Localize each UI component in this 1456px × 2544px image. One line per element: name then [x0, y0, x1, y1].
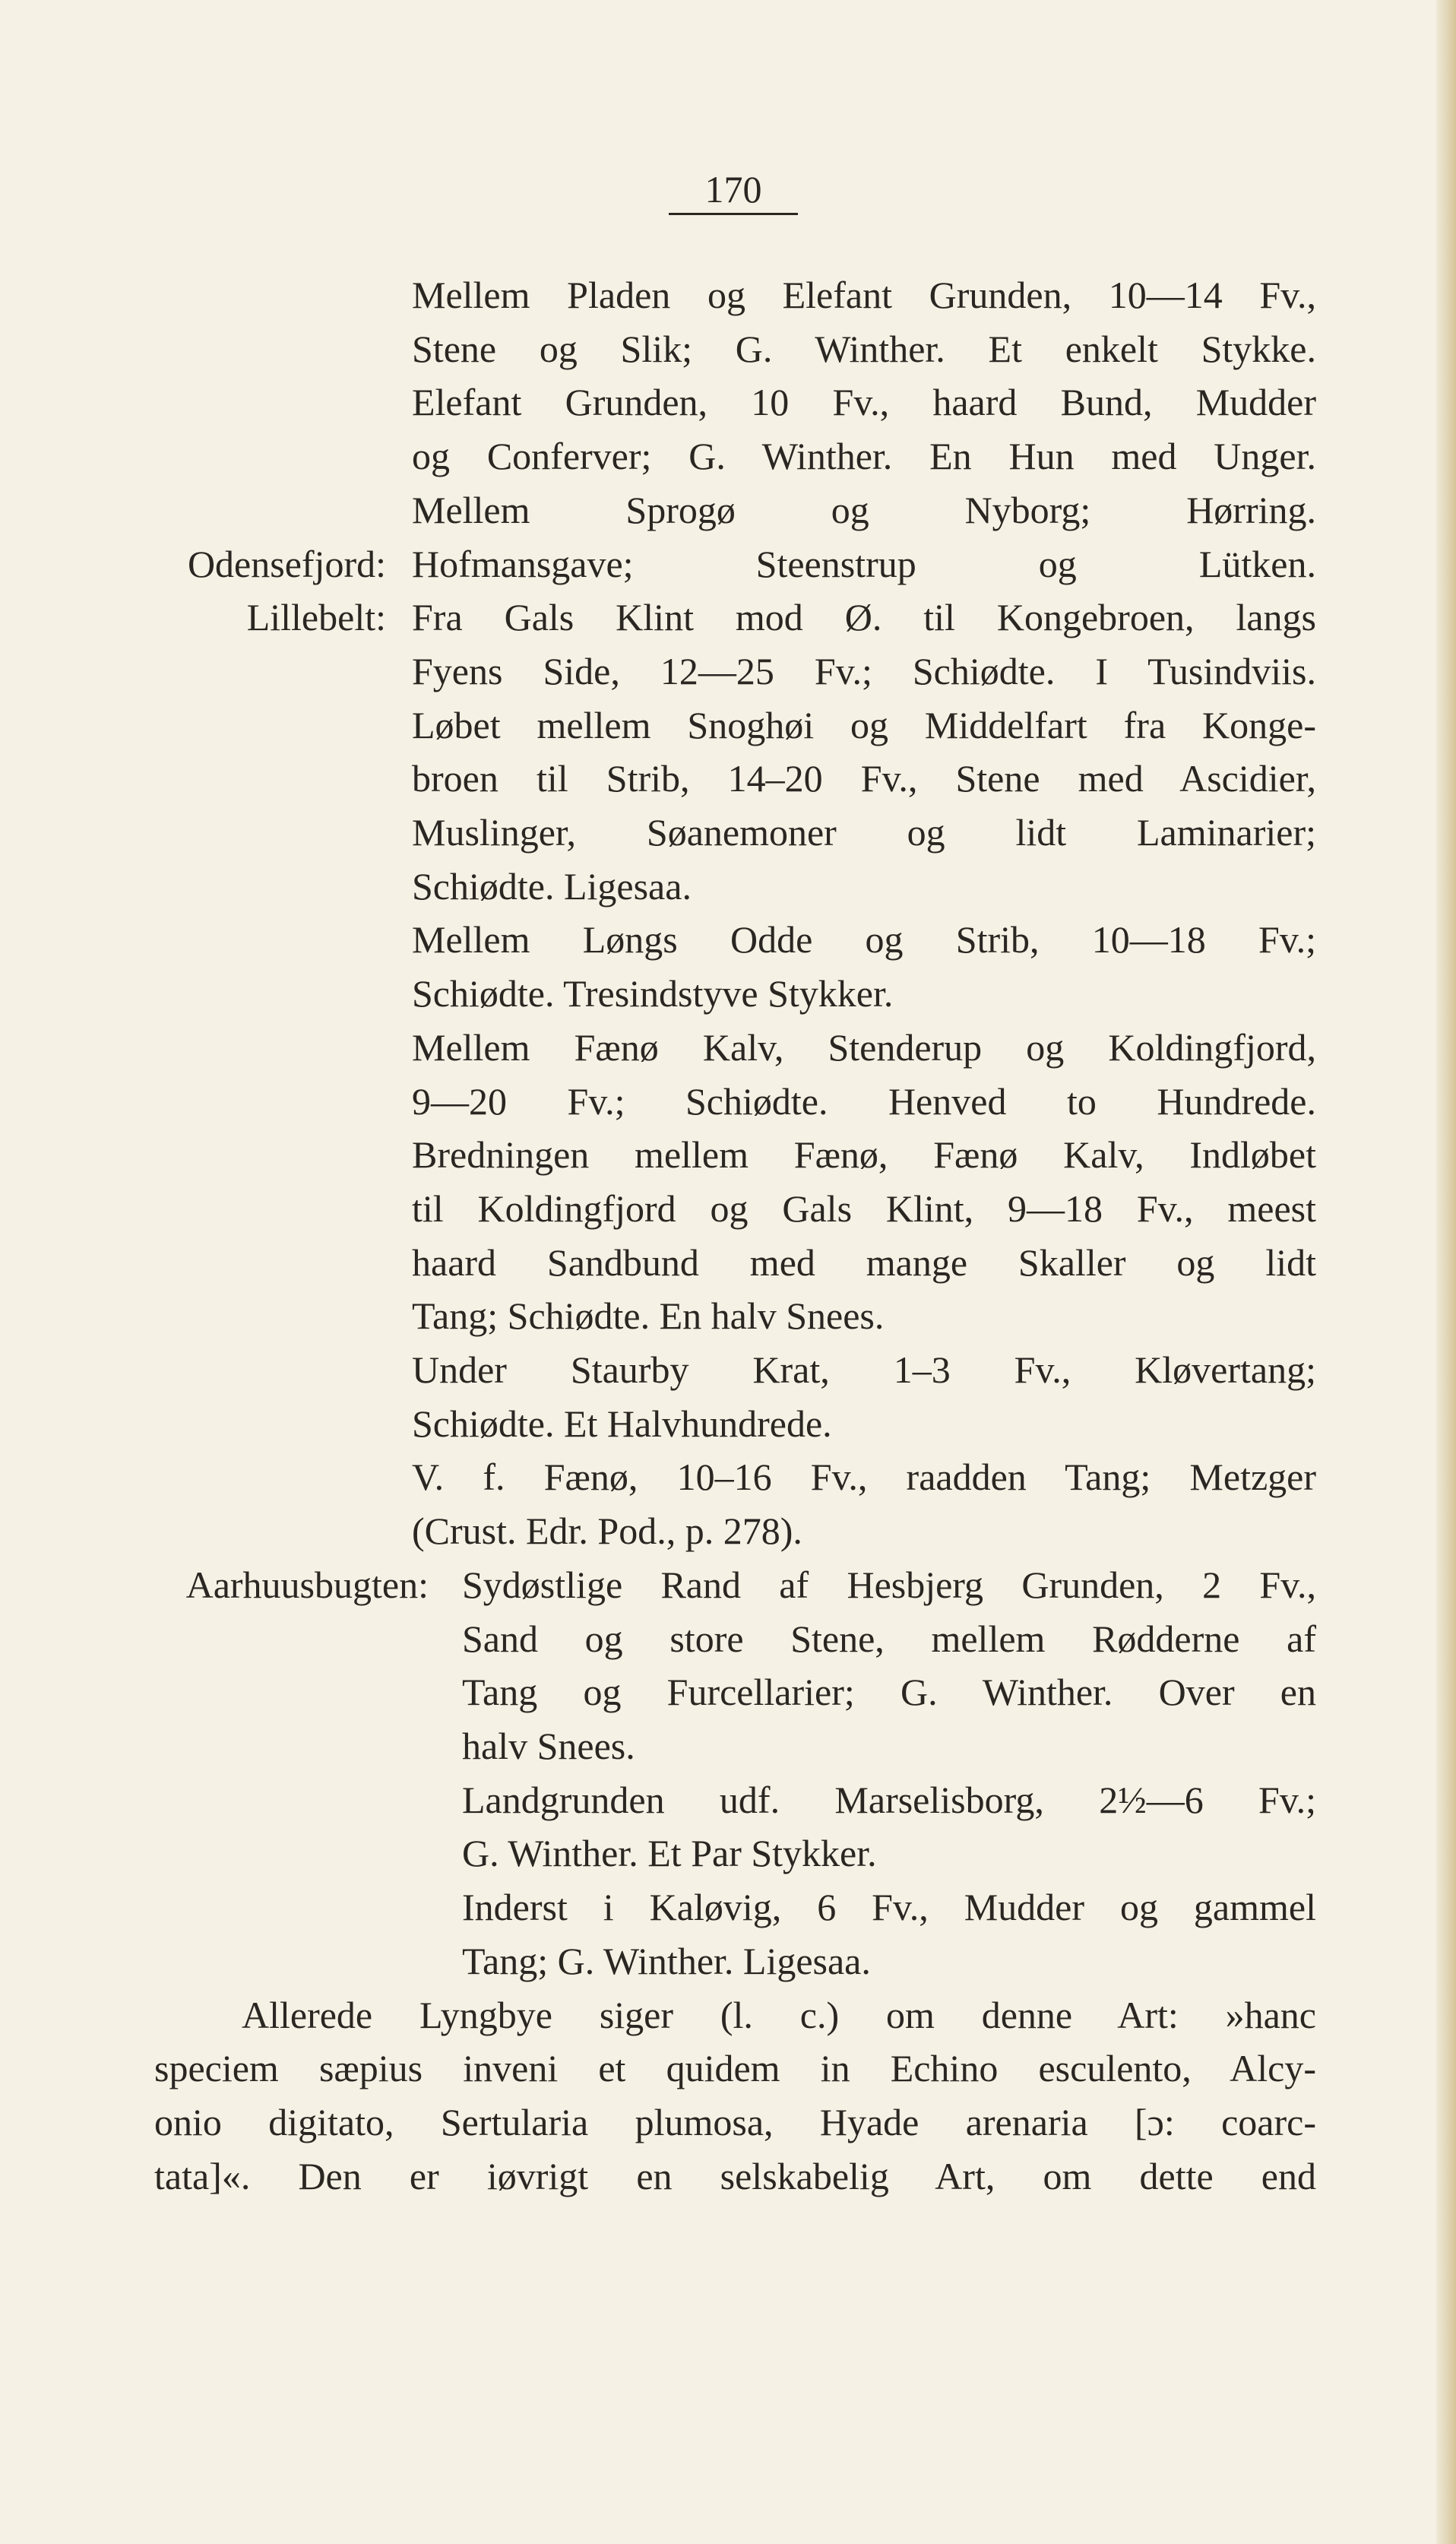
text-line: Løbet mellem Snoghøi og Middelfart fra Konge-	[412, 704, 1316, 746]
text-line: Schiødte. Et Halvhundrede.	[412, 1402, 832, 1445]
text-line: Inderst i Kaløvig, 6 Fv., Mudder og gammel	[462, 1886, 1316, 1928]
text-line: og Conferver; G. Winther. En Hun med Unger.	[412, 435, 1316, 477]
text-line: halv Snees.	[462, 1725, 635, 1767]
text-line: Landgrunden udf. Marselisborg, 2½—6 Fv.;	[462, 1779, 1316, 1821]
text-line: Hofmansgave; Steenstrup og Lütken.	[412, 543, 1316, 585]
text-line: 9—20 Fv.; Schiødte. Henved to Hundrede.	[412, 1080, 1316, 1123]
text-line: Tang; Schiødte. En halv Snees.	[412, 1294, 885, 1337]
text-line: til Koldingfjord og Gals Klint, 9—18 Fv., meest	[412, 1187, 1316, 1230]
text-line: Sydøstlige Rand af Hesbjerg Grunden, 2 Fv.,	[462, 1563, 1316, 1606]
region-label-aarhuusbugten: Aarhuusbugten:	[185, 1563, 429, 1606]
text-line: Mellem Fænø Kalv, Stenderup og Koldingfjord,	[412, 1026, 1316, 1069]
page-number: 170	[669, 166, 798, 215]
text-line: Mellem Pladen og Elefant Grunden, 10—14 Fv.,	[412, 274, 1316, 316]
text-line: Muslinger, Søanemoner og lidt Laminarier;	[412, 811, 1316, 854]
text-line: Elefant Grunden, 10 Fv., haard Bund, Mudder	[412, 381, 1316, 423]
text-line: Schiødte. Ligesaa.	[412, 865, 692, 908]
text-line: G. Winther. Et Par Stykker.	[462, 1832, 877, 1874]
region-label-lillebelt: Lillebelt:	[246, 596, 386, 638]
region-label-odensefjord: Odensefjord:	[187, 543, 386, 585]
text-line: Schiødte. Tresindstyve Stykker.	[412, 972, 894, 1015]
text-line: Stene og Slik; G. Winther. Et enkelt Stykke.	[412, 328, 1316, 370]
page-edge	[1436, 0, 1456, 2544]
text-line: Mellem Sprogø og Nyborg; Hørring.	[412, 489, 1316, 531]
text-line: Bredningen mellem Fænø, Fænø Kalv, Indløbet	[412, 1133, 1316, 1176]
text-line: Under Staurby Krat, 1–3 Fv., Kløvertang;	[412, 1348, 1316, 1391]
text-line: broen til Strib, 14–20 Fv., Stene med Ascidier,	[412, 757, 1316, 800]
text-line: Tang og Furcellarier; G. Winther. Over en	[462, 1671, 1316, 1713]
text-line: haard Sandbund med mange Skaller og lidt	[412, 1241, 1316, 1284]
text-line: Fyens Side, 12—25 Fv.; Schiødte. I Tusindviis.	[412, 650, 1316, 692]
text-line: V. f. Fænø, 10–16 Fv., raadden Tang; Metzger	[412, 1456, 1316, 1498]
text-line: Fra Gals Klint mod Ø. til Kongebroen, langs	[412, 596, 1316, 638]
text-line: onio digitato, Sertularia plumosa, Hyade arenaria [ɔ: coarc-	[154, 2101, 1316, 2143]
text-line: speciem sæpius inveni et quidem in Echino esculento, Alcy-	[154, 2047, 1316, 2089]
text-line: Allerede Lyngbye siger (l. c.) om denne Art: »hanc	[242, 1994, 1316, 2036]
text-line: Sand og store Stene, mellem Rødderne af	[462, 1617, 1316, 1660]
text-line: tata]«. Den er iøvrigt en selskabelig Art, om dette end	[154, 2155, 1316, 2197]
text-line: Tang; G. Winther. Ligesaa.	[462, 1940, 871, 1982]
text-line: (Crust. Edr. Pod., p. 278).	[412, 1510, 802, 1552]
text-line: Mellem Løngs Odde og Strib, 10—18 Fv.;	[412, 918, 1316, 961]
